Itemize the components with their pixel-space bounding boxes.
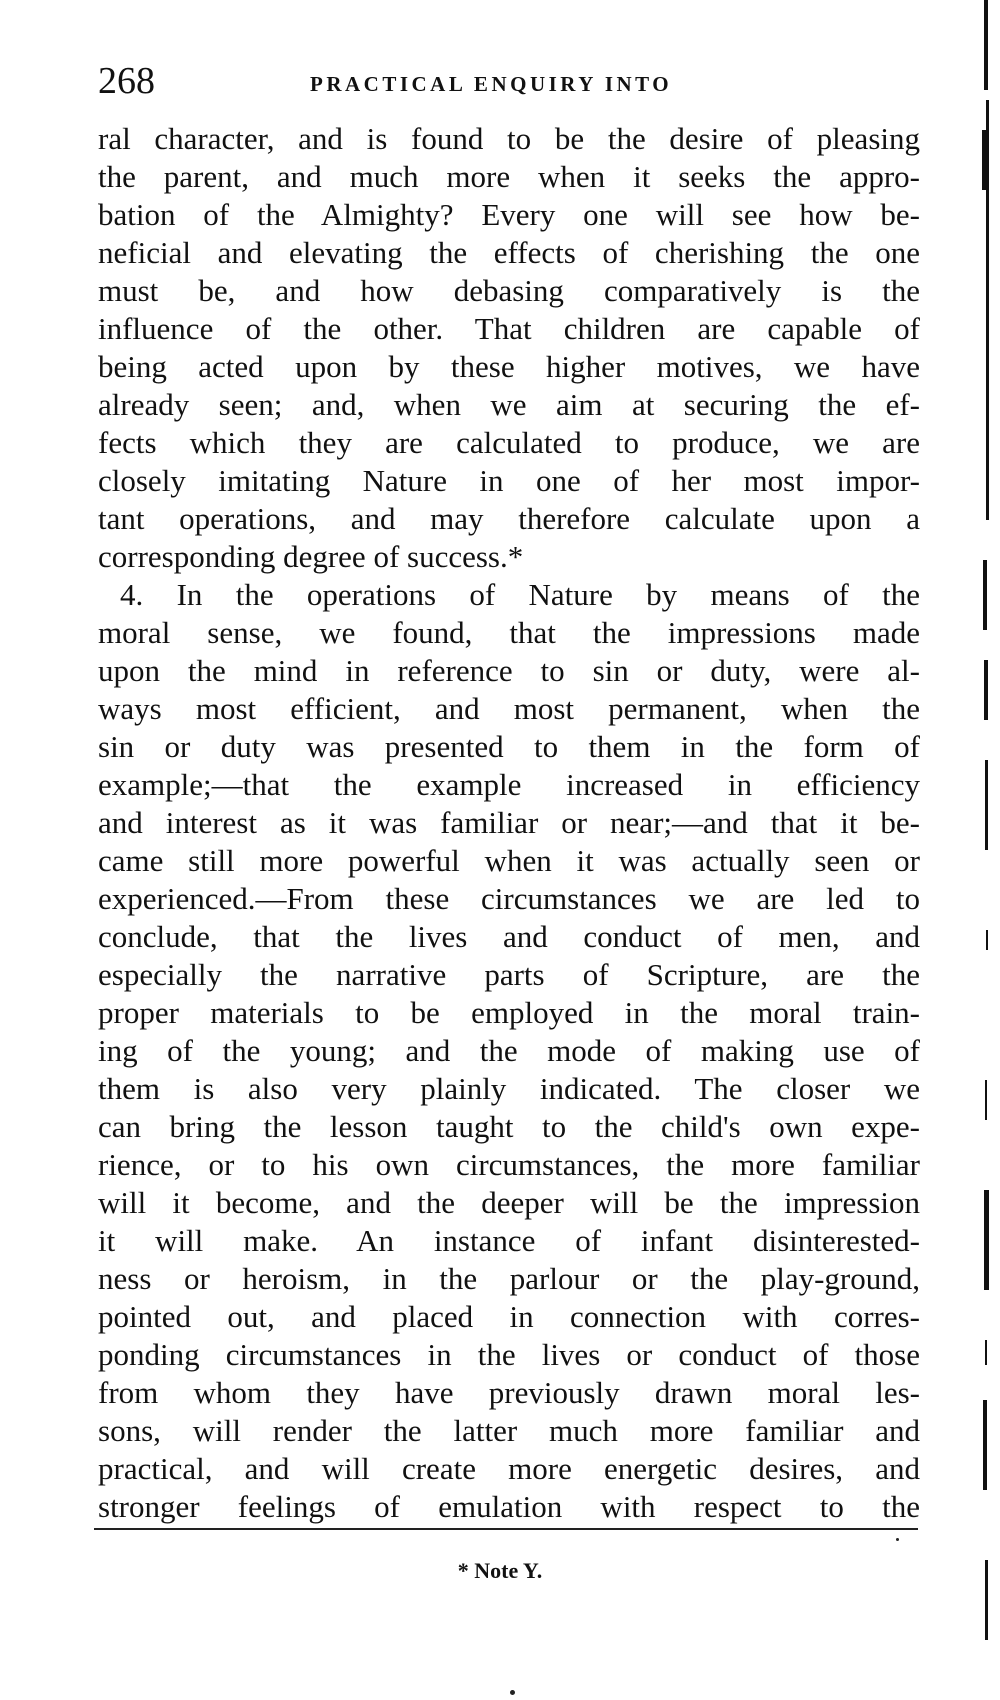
text-line: proper materials to be employed in the moral train- [98, 995, 920, 1030]
text-line: neficial and elevating the effects of cherishing the one [98, 235, 920, 270]
text-line: ponding circumstances in the lives or conduct of those [98, 1337, 920, 1372]
text-line: pointed out, and placed in connection with corres- [98, 1299, 920, 1334]
text-line: the parent, and much more when it seeks the appro- [98, 159, 920, 194]
running-title: PRACTICAL ENQUIRY INTO [310, 72, 673, 96]
text-line: fects which they are calculated to produce, we are [98, 425, 920, 460]
footnote: * Note Y. [457, 1558, 543, 1583]
text-line: ing of the young; and the mode of making use of [98, 1033, 920, 1068]
text-line: rience, or to his own circumstances, the more familiar [98, 1147, 920, 1182]
text-line: ways most efficient, and most permanent, when the [98, 691, 920, 726]
text-line: corresponding degree of success.* [98, 539, 524, 574]
text-line: example;—that the example increased in efficiency [98, 767, 920, 802]
text-line: sin or duty was presented to them in the form of [98, 729, 920, 764]
text-line: experienced.—From these circumstances we are led to [98, 881, 920, 916]
text-line: it will make. An instance of infant disinterested- [98, 1223, 920, 1258]
page-edge-shadow [974, 0, 1000, 1700]
page-number: 268 [98, 60, 155, 102]
text-line: ness or heroism, in the parlour or the play-ground, [98, 1261, 920, 1296]
text-line: conclude, that the lives and conduct of men, and [98, 919, 920, 954]
text-line: upon the mind in reference to sin or duty, were al- [98, 653, 920, 688]
text-line: practical, and will create more energetic desires, and [98, 1451, 920, 1486]
text-line: from whom they have previously drawn moral les- [98, 1375, 920, 1410]
text-line: and interest as it was familiar or near;—and that it be- [98, 805, 920, 840]
text-line: closely imitating Nature in one of her most impor- [98, 463, 920, 498]
text-line: must be, and how debasing comparatively is the [98, 273, 920, 308]
text-line: will it become, and the deeper will be the impression [98, 1185, 920, 1220]
print-speck [896, 1538, 899, 1541]
text-line: sons, will render the latter much more familiar and [98, 1413, 920, 1448]
running-head [98, 58, 918, 104]
footnote-rule [94, 1528, 918, 1530]
text-line: influence of the other. That children are capable of [98, 311, 920, 346]
text-line: stronger feelings of emulation with respect to the [98, 1489, 920, 1524]
paragraph-start-line: 4. In the operations of Nature by means of the [120, 577, 920, 612]
text-line: moral sense, we found, that the impressions made [98, 615, 920, 650]
text-line: already seen; and, when we aim at securing the ef- [98, 387, 920, 422]
text-line: tant operations, and may therefore calculate upon a [98, 501, 920, 536]
text-line: them is also very plainly indicated. The closer we [98, 1071, 920, 1106]
text-line: ral character, and is found to be the desire of pleasing [98, 121, 920, 156]
text-line: bation of the Almighty? Every one will see how be- [98, 197, 920, 232]
text-line: can bring the lesson taught to the child's own expe- [98, 1109, 920, 1144]
text-line: being acted upon by these higher motives, we have [98, 349, 920, 384]
text-line: especially the narrative parts of Scripture, are the [98, 957, 920, 992]
text-line: came still more powerful when it was actually seen or [98, 843, 920, 878]
print-speck [510, 1690, 515, 1695]
body-text [98, 120, 920, 1526]
